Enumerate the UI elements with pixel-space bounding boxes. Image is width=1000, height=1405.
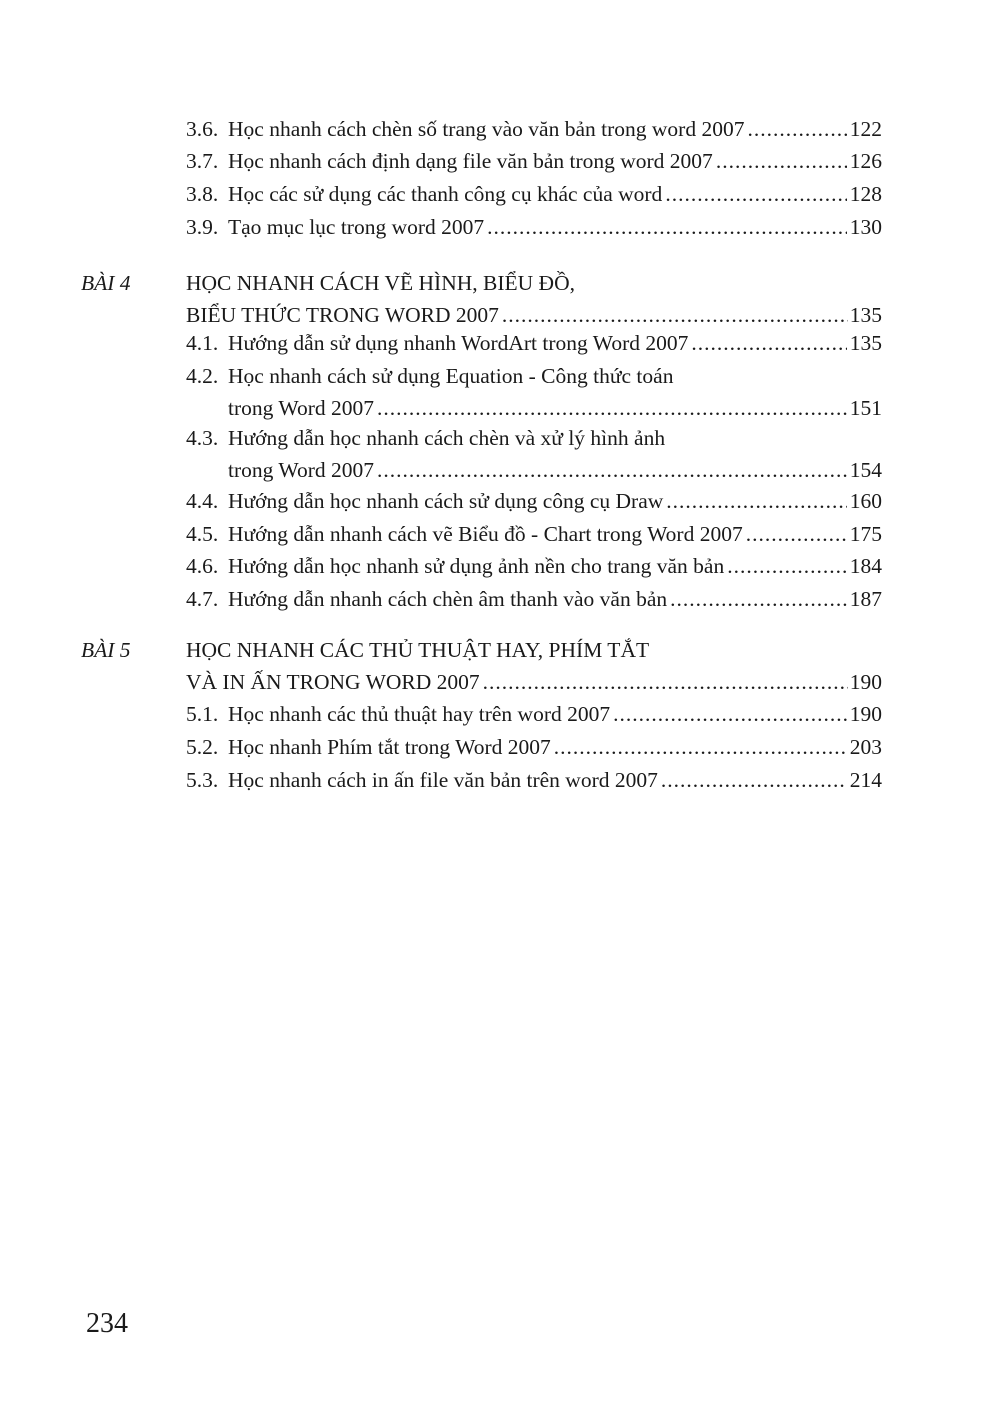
dot-leader [727, 550, 847, 582]
toc-entry [186, 731, 882, 763]
entry-title: Hướng dẫn nhanh cách chèn âm thanh vào văn bản [228, 587, 668, 611]
dot-leader [670, 583, 847, 615]
entry-page: 184 [849, 554, 882, 578]
toc-entry [186, 485, 882, 517]
entry-title-line1: Học nhanh cách sử dụng Equation - Công thức toán [228, 364, 674, 388]
entry-title: Hướng dẫn nhanh cách vẽ Biểu đồ - Chart trong Word 2007 [228, 522, 743, 546]
toc-entry [186, 145, 882, 177]
toc-entry [186, 360, 882, 424]
dot-leader [554, 731, 847, 763]
lesson-title [186, 634, 882, 698]
entry-title: Học nhanh Phím tắt trong Word 2007 [228, 735, 551, 759]
dot-leader [665, 178, 846, 210]
entry-number: 4.5. [186, 522, 219, 546]
toc-entry [186, 422, 882, 486]
lesson-page: 135 [849, 303, 882, 327]
entry-title: Học nhanh các thủ thuật hay trên word 2007 [228, 702, 611, 726]
entry-page: 122 [849, 117, 882, 141]
dot-leader [691, 327, 846, 359]
entry-page: 130 [849, 215, 882, 239]
toc-entry [186, 583, 882, 615]
entry-number: 3.8. [186, 182, 219, 206]
toc-entry [186, 698, 882, 730]
entry-title: Hướng dẫn sử dụng nhanh WordArt trong Word 2007 [228, 331, 689, 355]
lesson-title-line2: VÀ IN ẤN TRONG WORD 2007 [186, 670, 480, 694]
entry-page: 128 [849, 182, 882, 206]
entry-number: 5.2. [186, 735, 219, 759]
dot-leader [661, 764, 847, 796]
entry-page: 160 [849, 489, 882, 513]
lesson-title-line2: BIỂU THỨC TRONG WORD 2007 [186, 303, 499, 327]
toc-entry [186, 113, 882, 145]
entry-title: Hướng dẫn học nhanh sử dụng ảnh nền cho trang văn bản [228, 554, 725, 578]
lesson-title-line1: HỌC NHANH CÁC THỦ THUẬT HAY, PHÍM TẮT [186, 638, 650, 662]
dot-leader [487, 211, 847, 243]
entry-number: 3.7. [186, 149, 219, 173]
entry-page: 135 [849, 331, 882, 355]
lesson-label: BÀI 5 [81, 638, 131, 662]
entry-title: Học nhanh cách in ấn file văn bản trên word 2007 [228, 768, 658, 792]
toc-entry [186, 327, 882, 359]
entry-page: 126 [849, 149, 882, 173]
entry-page: 151 [849, 396, 882, 420]
lesson-label: BÀI 4 [81, 271, 131, 295]
entry-number: 4.3. [186, 426, 219, 450]
lesson-5-heading [0, 634, 1000, 698]
lesson-4-heading [0, 267, 1000, 331]
entry-page: 203 [849, 735, 882, 759]
entry-title: Học nhanh cách định dạng file văn bản trong word 2007 [228, 149, 713, 173]
entry-number: 5.1. [186, 702, 219, 726]
entry-title: trong Word 2007 [228, 396, 374, 420]
entry-number: 4.7. [186, 587, 219, 611]
entry-title: Tạo mục lục trong word 2007 [228, 215, 485, 239]
dot-leader [377, 454, 847, 486]
toc-entry [186, 518, 882, 550]
toc-entry [186, 764, 882, 796]
entry-page: 175 [849, 522, 882, 546]
lesson-title-line1: HỌC NHANH CÁCH VẼ HÌNH, BIỂU ĐỒ, [186, 271, 575, 295]
page-number: 234 [86, 1308, 128, 1339]
toc-entry [186, 550, 882, 582]
entry-title: Hướng dẫn học nhanh cách sử dụng công cụ Draw [228, 489, 664, 513]
dot-leader [613, 698, 847, 730]
entry-number: 4.1. [186, 331, 219, 355]
entry-title-line1: Hướng dẫn học nhanh cách chèn và xử lý hình ảnh [228, 426, 666, 450]
entry-number: 4.2. [186, 364, 219, 388]
entry-number: 5.3. [186, 768, 219, 792]
entry-title: Học nhanh cách chèn số trang vào văn bản trong word 2007 [228, 117, 745, 141]
toc-entry [186, 211, 882, 243]
lesson-page: 190 [849, 670, 882, 694]
toc-entry [186, 178, 882, 210]
dot-leader [666, 485, 846, 517]
entry-number: 3.6. [186, 117, 219, 141]
entry-page: 187 [849, 587, 882, 611]
entry-title: trong Word 2007 [228, 458, 374, 482]
entry-page: 214 [849, 768, 882, 792]
entry-number: 4.6. [186, 554, 219, 578]
entry-number: 4.4. [186, 489, 219, 513]
entry-number: 3.9. [186, 215, 219, 239]
entry-page: 190 [849, 702, 882, 726]
dot-leader [716, 145, 847, 177]
entry-title: Học các sử dụng các thanh công cụ khác của word [228, 182, 663, 206]
entry-page: 154 [849, 458, 882, 482]
dot-leader [747, 113, 846, 145]
lesson-title [186, 267, 882, 331]
dot-leader [377, 392, 847, 424]
dot-leader [483, 666, 848, 698]
dot-leader [746, 518, 847, 550]
